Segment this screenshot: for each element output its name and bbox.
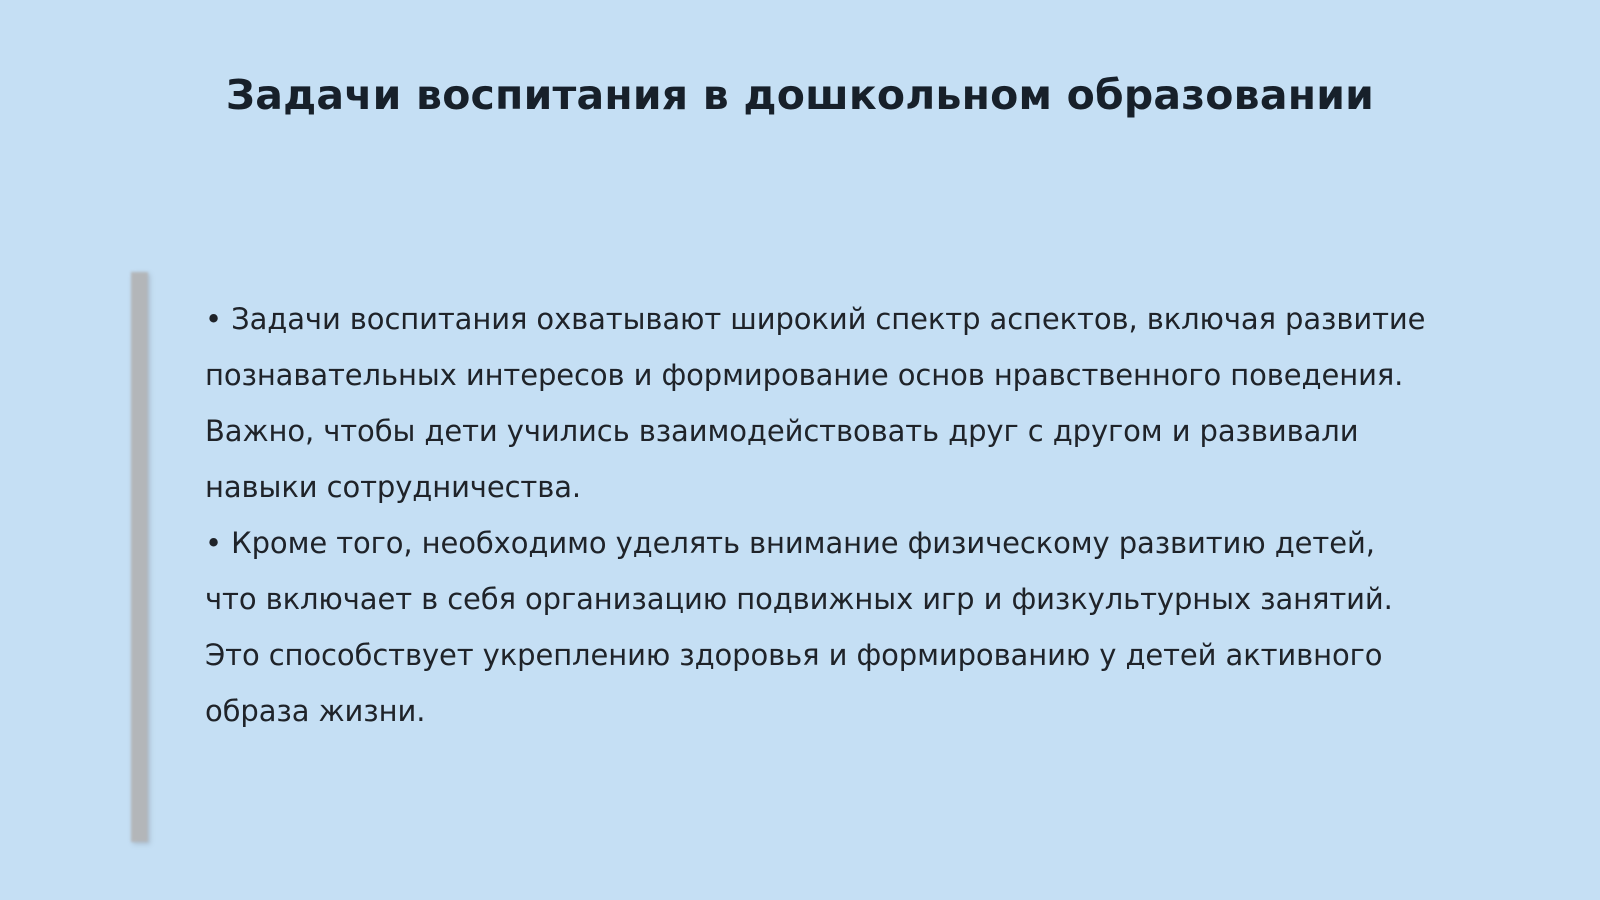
- accent-bar: [131, 272, 148, 842]
- bullet-paragraph: • Задачи воспитания охватывают широкий спектр аспектов, включая развитие познавательных интересов и формирование основ нравственного поведения. Важно, чтобы дети учились взаимодействовать друг с другом и развивали навыки сотрудничества.: [205, 302, 1426, 504]
- bullet-paragraph: • Кроме того, необходимо уделять внимание физическому развитию детей, что включает в себя организацию подвижных игр и физкультурных занятий. Это способствует укреплению здоровья и формированию у детей активного образа жизни.: [205, 526, 1393, 728]
- slide-title: Задачи воспитания в дошкольном образовании: [225, 71, 1375, 119]
- slide-body: [205, 291, 1435, 739]
